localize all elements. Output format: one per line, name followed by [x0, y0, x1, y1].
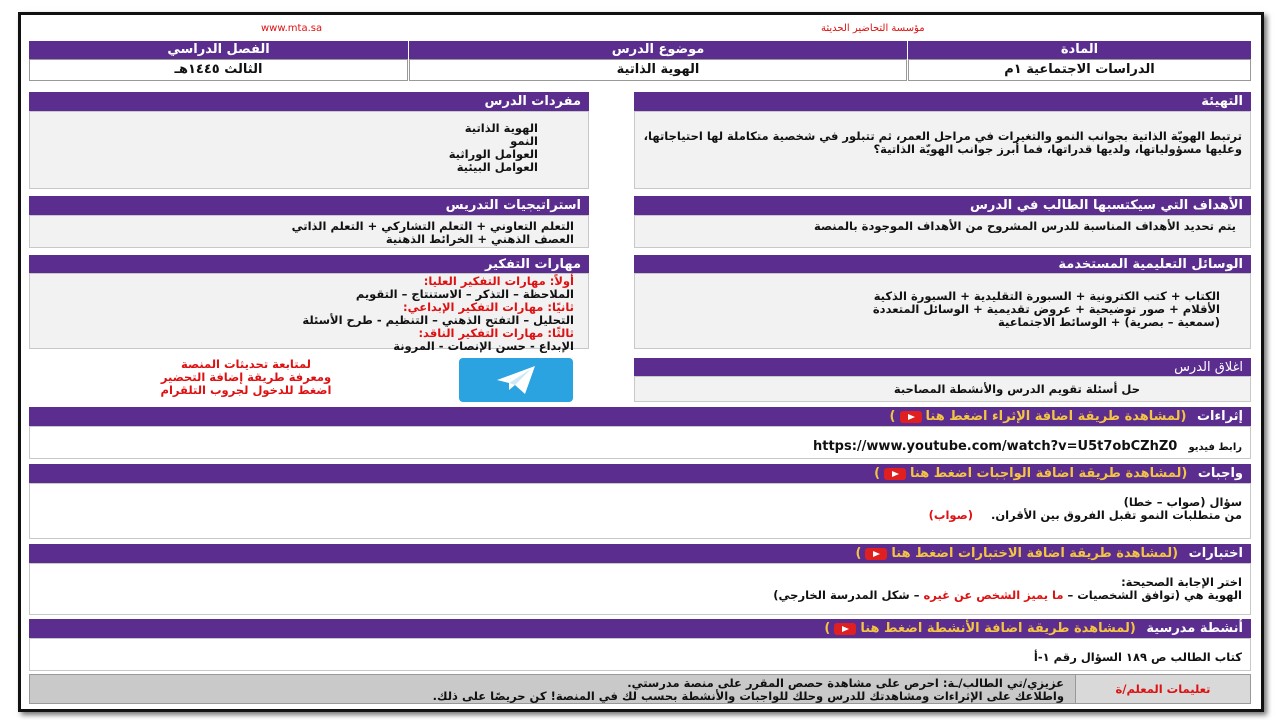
- homework-question: [929, 496, 1242, 522]
- enrichment-howto-link[interactable]: (لمشاهدة طريقة اضافة الإثراء اضغط هنا): [889, 409, 1187, 424]
- youtube-icon: [900, 411, 922, 423]
- org-name: مؤسسة التحاضير الحديثة: [821, 23, 925, 34]
- subject-value: الدراسات الاجتماعية ١م: [908, 59, 1251, 81]
- strategies-header: استراتيجيات التدريس: [29, 196, 589, 215]
- goals-box: [634, 215, 1251, 248]
- lesson-plan-page: [18, 12, 1264, 712]
- youtube-icon: [884, 468, 906, 480]
- topic-cell: [409, 41, 907, 81]
- activities-howto-link[interactable]: (لمشاهدة طريقة اضافة الأنشطة اضغط هنا): [824, 621, 1136, 636]
- vocab-item: الهوية الذاتية: [464, 121, 538, 135]
- vocab-list: [449, 122, 538, 174]
- telegram-icon[interactable]: [459, 358, 573, 402]
- means-text: [873, 290, 1220, 329]
- telegram-line: اضغط للدخول لجروب التلقرام: [160, 383, 332, 397]
- strategies-line: التعلم التعاوني + التعلم التشاركي + التعلم الذاتي: [291, 219, 574, 233]
- enrichment-box: [29, 426, 1251, 459]
- thinking-heading-2: ثانيًا: مهارات التفكير الإبداعي:: [403, 300, 574, 314]
- thinking-text-1: الملاحظة – التذكر – الاستنتاج – التقويم: [355, 287, 574, 301]
- goals-header: الأهداف التي سيكتسبها الطالب في الدرس: [634, 196, 1251, 215]
- means-box: [634, 273, 1251, 349]
- thinking-box: [29, 273, 589, 353]
- vocab-item: العوامل البيئية: [456, 160, 538, 174]
- vocab-box: [29, 111, 589, 189]
- means-line: (سمعية – بصرية) + الوسائط الاجتماعية: [998, 315, 1220, 329]
- telegram-line: ومعرفة طريقة إضافة التحضير: [160, 370, 332, 384]
- question-answer: (صواب): [928, 508, 973, 522]
- teacher-label: تعليمات المعلم/ة: [1075, 675, 1250, 703]
- video-url[interactable]: https://www.youtube.com/watch?v=U5t7obCZhZ0: [813, 439, 1178, 454]
- question-type: سؤال (صواب – خطا): [1123, 495, 1242, 509]
- question-text: من متطلبات النمو تقبل الفروق بين الأقران.: [991, 508, 1242, 522]
- subject-cell: [908, 41, 1251, 81]
- vocab-item: العوامل الوراثية: [448, 147, 538, 161]
- vocab-item: النمو: [510, 134, 538, 148]
- closing-box: [634, 376, 1251, 402]
- enrichment-header: [29, 407, 1251, 426]
- teacher-instructions: [433, 677, 1064, 703]
- thinking-heading-3: ثالثًا: مهارات التفكير الناقد:: [418, 326, 574, 340]
- topic-title: موضوع الدرس: [409, 41, 907, 59]
- thinking-list: [302, 275, 574, 353]
- closing-header: اغلاق الدرس: [634, 358, 1251, 377]
- enrichment-row: [813, 435, 1242, 454]
- homework-title: واجبات: [1197, 466, 1243, 481]
- teacher-line: واطلاعك على الإثراءات ومشاهدتك للدرس وحلك للواجبات والأنشطة بحسب لك في المنصة! كن حريصًا على ذلك.: [432, 689, 1064, 703]
- activities-box: [29, 638, 1251, 671]
- tests-question: [773, 576, 1242, 602]
- thinking-heading-1: أولاً: مهارات التفكير العليا:: [423, 274, 574, 288]
- activities-title: أنشطة مدرسية: [1146, 621, 1243, 636]
- tests-header: [29, 544, 1251, 563]
- thinking-text-2: التحليل – التفتح الذهني – التنظيم - طرح الأسئلة: [302, 313, 574, 327]
- youtube-icon: [865, 548, 887, 560]
- activities-header: [29, 619, 1251, 638]
- closing-text: حل أسئلة تقويم الدرس والأنشطة المصاحبة: [893, 382, 1140, 396]
- term-value: الثالث ١٤٤٥هـ: [29, 59, 408, 81]
- enrichment-title: إثراءات: [1196, 409, 1243, 424]
- telegram-promo[interactable]: [121, 358, 371, 397]
- means-line: الأقلام + صور توضيحية + عروض تقديمية + الوسائل المتعددة: [872, 302, 1220, 316]
- tests-howto-link[interactable]: (لمشاهدة طريقة اضافة الاختبارات اضغط هنا): [855, 546, 1179, 561]
- homework-header: [29, 464, 1251, 483]
- means-line: الكتاب + كتب الكترونية + السبورة التقليدية + السبورة الذكية: [873, 289, 1220, 303]
- strategies-box: [29, 215, 589, 248]
- video-label: رابط فيديو: [1188, 442, 1242, 453]
- tests-box: [29, 563, 1251, 615]
- thinking-header: مهارات التفكير: [29, 255, 589, 274]
- strategies-line: العصف الذهني + الخرائط الذهنية: [385, 232, 574, 246]
- term-cell: [29, 41, 408, 81]
- tests-title: اختبارات: [1188, 546, 1243, 561]
- term-title: الفصل الدراسي: [29, 41, 408, 59]
- teacher-row: [29, 674, 1251, 704]
- warmup-header: التهيئة: [634, 92, 1251, 111]
- teacher-line: عزيزي/تي الطالب/ـة: احرص على مشاهدة حصص المقرر على منصة مدرستي.: [627, 676, 1064, 690]
- tests-q-start: الهوية هي (توافق الشخصيات –: [1067, 588, 1242, 602]
- activities-text: كتاب الطالب ص ١٨٩ السؤال رقم ١-أ: [1033, 650, 1242, 664]
- tests-q-answer: ما يميز الشخص عن غيره: [923, 588, 1064, 602]
- youtube-icon: [834, 623, 856, 635]
- means-header: الوسائل التعليمية المستخدمة: [634, 255, 1251, 274]
- site-url[interactable]: www.mta.sa: [261, 23, 323, 34]
- tests-q-end: – شكل المدرسة الخارجي): [773, 588, 920, 602]
- warmup-box: [634, 111, 1251, 189]
- subject-title: المادة: [908, 41, 1251, 59]
- warmup-text: ترتبط الهويّة الذاتية بجوانب النمو والتغيرات في مراحل العمر، ثم تتبلور في شخصية متكاملة لها احتياجاتها، وعليها مسؤولياتها، ولديها قدراتها، فما أبرز جوانب الهويّة الذاتية؟: [643, 129, 1242, 156]
- tests-instruction: اختر الإجابة الصحيحة:: [1121, 575, 1242, 589]
- topic-value: الهوية الذاتية: [409, 59, 907, 81]
- goals-text: يتم تحديد الأهداف المناسبة للدرس المشروح من الأهداف الموجودة بالمنصة: [814, 219, 1236, 233]
- homework-howto-link[interactable]: (لمشاهدة طريقة اضافة الواجبات اضغط هنا): [874, 466, 1188, 481]
- strategies-text: [292, 220, 574, 246]
- homework-box: [29, 483, 1251, 539]
- telegram-line: لمتابعة تحديثات المنصة: [181, 357, 311, 371]
- vocab-header: مفردات الدرس: [29, 92, 589, 111]
- thinking-text-3: الإبداع - حسن الإنصات - المرونة: [393, 339, 574, 353]
